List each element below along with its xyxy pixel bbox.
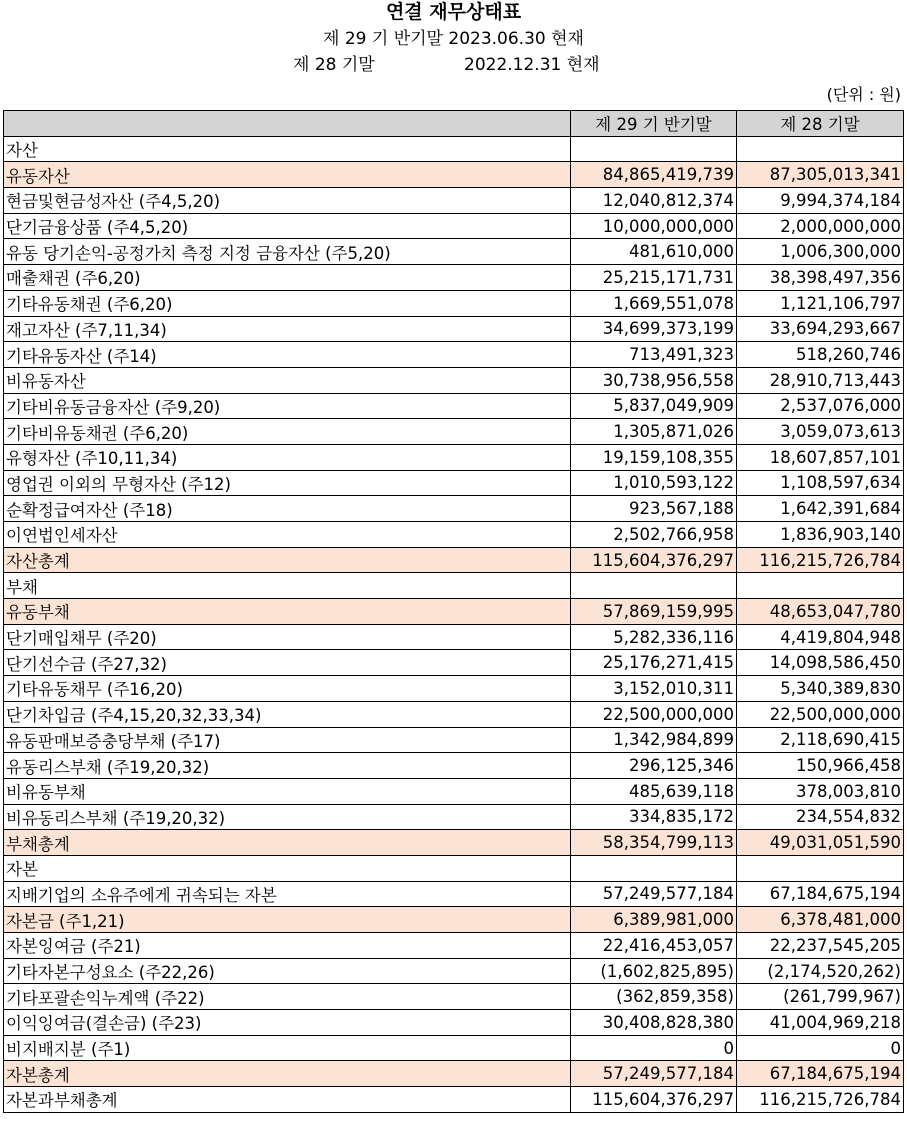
table-row	[4, 701, 904, 727]
current-period-value: 3,152,010,311	[571, 676, 737, 702]
prior-period-date: 2022.12.31 현재	[464, 55, 600, 75]
current-period-value: 57,869,159,995	[571, 599, 737, 625]
account-name: 비유동부채	[4, 778, 571, 804]
table-row	[4, 342, 904, 368]
table-row	[4, 778, 904, 804]
table-row	[4, 1010, 904, 1036]
current-period-value	[571, 136, 737, 162]
table-row	[4, 444, 904, 470]
header-account	[4, 111, 571, 137]
table-row	[4, 239, 904, 265]
current-period-value: 1,342,984,899	[571, 727, 737, 753]
table-row	[4, 522, 904, 548]
prior-period-value	[737, 573, 904, 599]
account-name: 자본잉여금 (주21)	[4, 933, 571, 959]
current-period-value	[571, 573, 737, 599]
prior-period-value: 6,378,481,000	[737, 907, 904, 933]
table-row	[4, 624, 904, 650]
table-row	[4, 213, 904, 239]
account-name: 부채총계	[4, 830, 571, 856]
table-row	[4, 470, 904, 496]
prior-period-value: 18,607,857,101	[737, 444, 904, 470]
prior-period-value: 1,006,300,000	[737, 239, 904, 265]
account-name: 자산총계	[4, 547, 571, 573]
account-name: 기타유동채무 (주16,20)	[4, 676, 571, 702]
table-row	[4, 367, 904, 393]
current-period-value: 115,604,376,297	[571, 547, 737, 573]
table-row	[4, 419, 904, 445]
account-name: 자본총계	[4, 1061, 571, 1087]
prior-period-value: 67,184,675,194	[737, 881, 904, 907]
account-name: 자본	[4, 855, 571, 881]
current-period-line: 제 29 기 반기말 2023.06.30 현재	[323, 29, 584, 49]
account-name: 유동자산	[4, 162, 571, 188]
prior-period-value: 116,215,726,784	[737, 1087, 904, 1113]
account-name: 기타자본구성요소 (주22,26)	[4, 958, 571, 984]
account-name: 단기매입채무 (주20)	[4, 624, 571, 650]
account-name: 유동리스부채 (주19,20,32)	[4, 753, 571, 779]
prior-period-value: 67,184,675,194	[737, 1061, 904, 1087]
prior-period-value: (2,174,520,262)	[737, 958, 904, 984]
account-name: 지배기업의 소유주에게 귀속되는 자본	[4, 881, 571, 907]
statement-title: 연결 재무상태표	[385, 1, 522, 23]
account-name: 유동부채	[4, 599, 571, 625]
current-period-value: 296,125,346	[571, 753, 737, 779]
current-period-value: 334,835,172	[571, 804, 737, 830]
current-period-value: 115,604,376,297	[571, 1087, 737, 1113]
prior-period-value: 33,694,293,667	[737, 316, 904, 342]
account-name: 매출채권 (주6,20)	[4, 265, 571, 291]
prior-period-value: 49,031,051,590	[737, 830, 904, 856]
prior-period-value: 150,966,458	[737, 753, 904, 779]
current-period-value: 12,040,812,374	[571, 188, 737, 214]
table-row	[4, 881, 904, 907]
account-name: 기타비유동금융자산 (주9,20)	[4, 393, 571, 419]
table-row	[4, 1087, 904, 1113]
current-period-value: 30,738,956,558	[571, 367, 737, 393]
account-name: 이연법인세자산	[4, 522, 571, 548]
prior-period-value: 4,419,804,948	[737, 624, 904, 650]
prior-period-value: 28,910,713,443	[737, 367, 904, 393]
account-name: 이익잉여금(결손금) (주23)	[4, 1010, 571, 1036]
table-row	[4, 136, 904, 162]
prior-period-value: 22,500,000,000	[737, 701, 904, 727]
current-period-value: 6,389,981,000	[571, 907, 737, 933]
account-name: 유동판매보증충당부채 (주17)	[4, 727, 571, 753]
table-row	[4, 1035, 904, 1061]
prior-period-value: 14,098,586,450	[737, 650, 904, 676]
prior-period-value: 38,398,497,356	[737, 265, 904, 291]
table-row	[4, 599, 904, 625]
statement-header	[0, 0, 907, 108]
current-period-value: 22,416,453,057	[571, 933, 737, 959]
current-period-value: (362,859,358)	[571, 984, 737, 1010]
prior-period-value: 5,340,389,830	[737, 676, 904, 702]
prior-period-value: (261,799,967)	[737, 984, 904, 1010]
prior-period-value: 1,121,106,797	[737, 290, 904, 316]
table-row	[4, 804, 904, 830]
current-period-value: 25,176,271,415	[571, 650, 737, 676]
current-period-value: 84,865,419,739	[571, 162, 737, 188]
prior-period-value: 48,653,047,780	[737, 599, 904, 625]
current-period-value	[571, 855, 737, 881]
table-row	[4, 496, 904, 522]
account-name: 순확정급여자산 (주18)	[4, 496, 571, 522]
prior-period-value: 2,000,000,000	[737, 213, 904, 239]
account-name: 자산	[4, 136, 571, 162]
table-row	[4, 958, 904, 984]
table-header-row	[4, 111, 904, 137]
current-period-value: 5,282,336,116	[571, 624, 737, 650]
table-row	[4, 188, 904, 214]
account-name: 비지배지분 (주1)	[4, 1035, 571, 1061]
prior-period-value: 9,994,374,184	[737, 188, 904, 214]
table-row	[4, 162, 904, 188]
prior-period-value: 1,642,391,684	[737, 496, 904, 522]
table-row	[4, 753, 904, 779]
current-period-value: 2,502,766,958	[571, 522, 737, 548]
current-period-value: 58,354,799,113	[571, 830, 737, 856]
account-name: 기타유동자산 (주14)	[4, 342, 571, 368]
current-period-value: 1,010,593,122	[571, 470, 737, 496]
prior-period-value: 3,059,073,613	[737, 419, 904, 445]
current-period-value: (1,602,825,895)	[571, 958, 737, 984]
prior-period-value: 1,836,903,140	[737, 522, 904, 548]
prior-period-value: 378,003,810	[737, 778, 904, 804]
account-name: 부채	[4, 573, 571, 599]
current-period-value: 0	[571, 1035, 737, 1061]
table-row	[4, 290, 904, 316]
table-row	[4, 573, 904, 599]
table-row	[4, 1061, 904, 1087]
account-name: 비유동리스부채 (주19,20,32)	[4, 804, 571, 830]
table-row	[4, 393, 904, 419]
account-name: 단기차입금 (주4,15,20,32,33,34)	[4, 701, 571, 727]
account-name: 비유동자산	[4, 367, 571, 393]
prior-period-value: 41,004,969,218	[737, 1010, 904, 1036]
table-row	[4, 933, 904, 959]
prior-period-value: 22,237,545,205	[737, 933, 904, 959]
prior-period-value: 1,108,597,634	[737, 470, 904, 496]
prior-period-value: 0	[737, 1035, 904, 1061]
prior-period-value: 116,215,726,784	[737, 547, 904, 573]
account-name: 재고자산 (주7,11,34)	[4, 316, 571, 342]
header-prior-period: 제 28 기말	[737, 111, 904, 137]
account-name: 기타비유동채권 (주6,20)	[4, 419, 571, 445]
prior-period-value	[737, 136, 904, 162]
prior-period-label: 제 28 기말	[293, 55, 375, 75]
current-period-value: 5,837,049,909	[571, 393, 737, 419]
current-period-value: 57,249,577,184	[571, 1061, 737, 1087]
current-period-value: 34,699,373,199	[571, 316, 737, 342]
table-body	[4, 136, 904, 1112]
table-row	[4, 265, 904, 291]
account-name: 자본금 (주1,21)	[4, 907, 571, 933]
table-row	[4, 830, 904, 856]
prior-period-value: 518,260,746	[737, 342, 904, 368]
prior-period-value: 87,305,013,341	[737, 162, 904, 188]
unit-label: (단위 : 원)	[826, 85, 901, 104]
account-name: 유형자산 (주10,11,34)	[4, 444, 571, 470]
current-period-value: 57,249,577,184	[571, 881, 737, 907]
current-period-value: 485,639,118	[571, 778, 737, 804]
account-name: 단기금융상품 (주4,5,20)	[4, 213, 571, 239]
current-period-value: 1,305,871,026	[571, 419, 737, 445]
table-row	[4, 855, 904, 881]
account-name: 영업권 이외의 무형자산 (주12)	[4, 470, 571, 496]
prior-period-value: 2,118,690,415	[737, 727, 904, 753]
table-row	[4, 676, 904, 702]
current-period-value: 713,491,323	[571, 342, 737, 368]
account-name: 현금및현금성자산 (주4,5,20)	[4, 188, 571, 214]
balance-sheet-table	[3, 110, 904, 1113]
table-row	[4, 984, 904, 1010]
current-period-value: 1,669,551,078	[571, 290, 737, 316]
account-name: 유동 당기손익-공정가치 측정 지정 금융자산 (주5,20)	[4, 239, 571, 265]
prior-period-value: 234,554,832	[737, 804, 904, 830]
table-row	[4, 727, 904, 753]
account-name: 자본과부채총계	[4, 1087, 571, 1113]
table-row	[4, 547, 904, 573]
current-period-value: 22,500,000,000	[571, 701, 737, 727]
current-period-value: 923,567,188	[571, 496, 737, 522]
current-period-value: 19,159,108,355	[571, 444, 737, 470]
account-name: 기타유동채권 (주6,20)	[4, 290, 571, 316]
account-name: 단기선수금 (주27,32)	[4, 650, 571, 676]
header-current-period: 제 29 기 반기말	[571, 111, 737, 137]
prior-period-value: 2,537,076,000	[737, 393, 904, 419]
current-period-value: 30,408,828,380	[571, 1010, 737, 1036]
current-period-value: 25,215,171,731	[571, 265, 737, 291]
prior-period-value	[737, 855, 904, 881]
table-row	[4, 650, 904, 676]
table-row	[4, 907, 904, 933]
table-row	[4, 316, 904, 342]
account-name: 기타포괄손익누계액 (주22)	[4, 984, 571, 1010]
current-period-value: 10,000,000,000	[571, 213, 737, 239]
current-period-value: 481,610,000	[571, 239, 737, 265]
prior-period-line	[0, 52, 907, 78]
